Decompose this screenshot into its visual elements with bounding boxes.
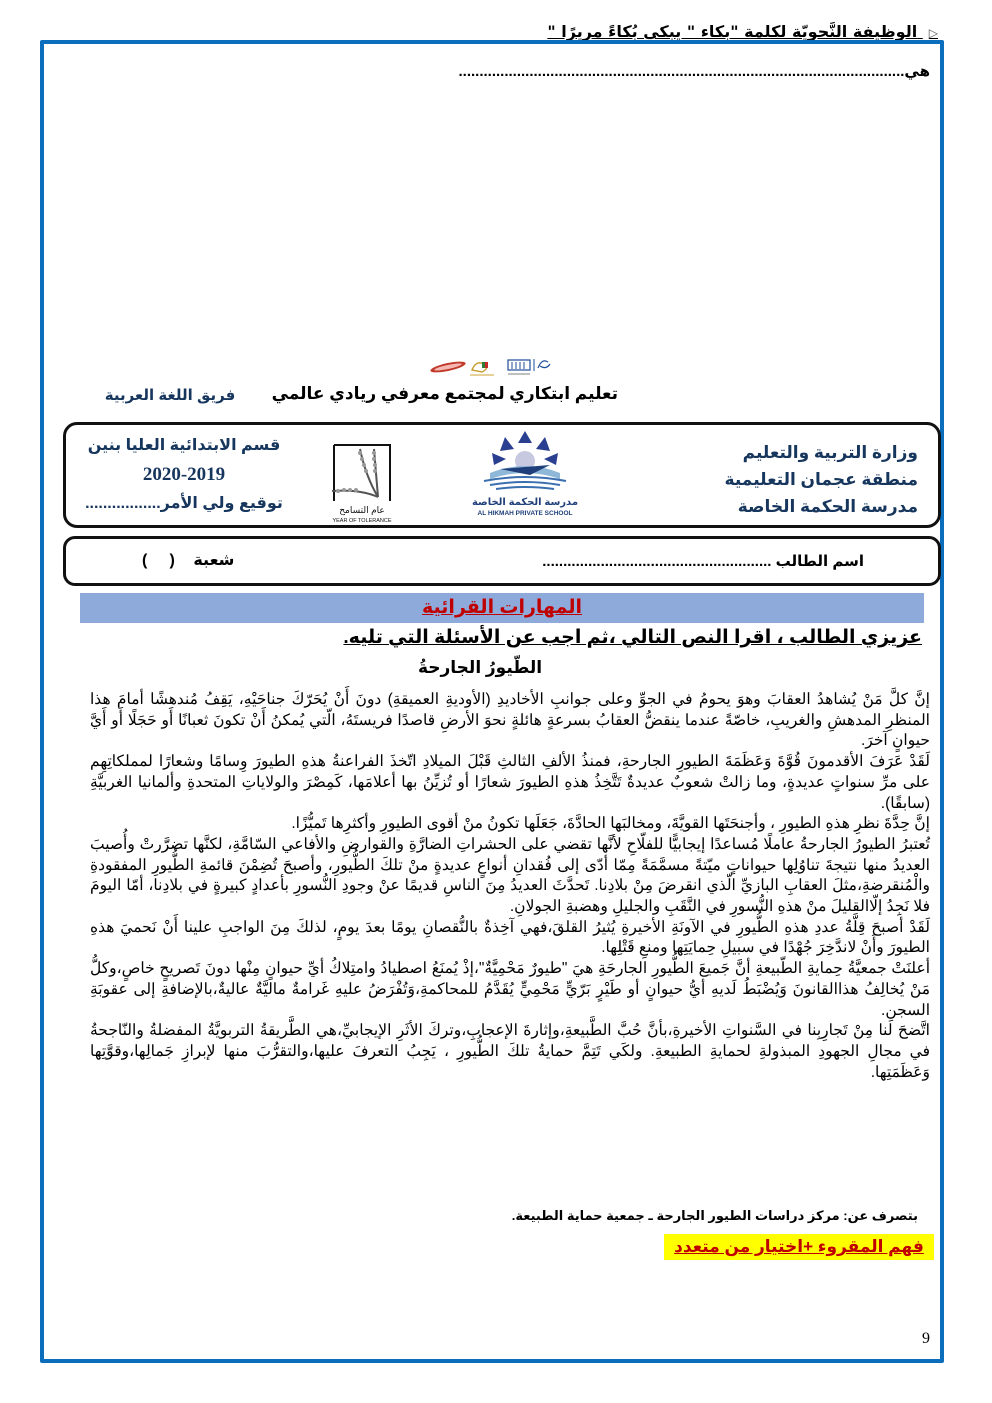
student-name-blank[interactable]: ....................................................... — [542, 553, 772, 570]
academic-year: 2020-2019 — [142, 464, 226, 485]
passage-paragraph: اتَّضحَ لنا مِنْ تَجارِبِنا في السَّنواتِ الأخيرةِ،بأنَّ حُبَّ الطَّبيعةِ،وإثارةَ الإعجابِ،وتركَ الأثَرِ الإيجابيِّ،هي الطَّريقةُ التربويَّةُ المفضلةُ والنّاجحةُ في مجالِ الجهودِ المبذولةِ لحمايةِ الطبيعةِ. ولكَي تَتِمَّ حمايةُ تلكَ الطُّيورِ ، يَجِبُ التعرفَ عليها،والتقرُّبَ منها لإبرازِ جَمالِها،وقوَّتِها وَعَظَمَتِها. — [90, 1022, 930, 1081]
partner-logos — [428, 356, 552, 378]
school-slogan: تعليم ابتكاري لمجتمع معرفي ريادي عالمي — [271, 384, 618, 403]
passage-paragraph: إنَّ كلَّ مَنْ يُشاهدُ العقابَ وهوَ يحومُ في الجوِّ وعلى جوانبِ الأخاديدِ (الأوديةِ العميقةِ) دونَ أَنْ يُحَرّكَ جناحَيْهِ، يَقِفُ مُندهشًا أمامَ هذا المنظرِ المدهشِ والغريبِ، خاصّةً عندما ينقضُّ العقابُ بسرعةٍ هائلةٍ نحوَ الأرضِ قاصدًا فريستَهُ، الّتي يُمكنُ أَنْ تكونَ ثعبانًا أَو حَجَلًا أَو أَيَّ حيوانٍ آخرَ. — [90, 691, 930, 750]
ministry-line: مدرسة الحكمة الخاصة — [737, 497, 918, 516]
reading-skills-title: المهارات القرائية — [422, 597, 582, 618]
reading-skills-banner — [80, 593, 924, 623]
comprehension-heading-text: فهم المقروء +اختيار من متعدد — [674, 1237, 924, 1256]
page-number: 9 — [922, 1330, 930, 1347]
comprehension-heading — [664, 1234, 934, 1260]
section-label: شعبة — [193, 552, 235, 569]
team-label: فريق اللغة العربية — [104, 387, 236, 404]
passage-paragraph: لَقَدْ أصبحَ قِلَّةُ عددِ هذهِ الطُّيورِ في الآونَةِ الأخيرةِ يُثيرُ القلقَ،فهي آخِذةٌ بالنُّقصانِ يومًا بعدَ يومٍ، لذلكَ مِنَ الواجبِ علينا أَنْ نَحميَ هذهِ الطيورَ وأَنْ لاندَّخِرَ جُهْدًا في سبيلِ حِمايَتِها ومنعِ قَتْلِها. — [90, 918, 930, 957]
unesco-logo — [508, 359, 550, 374]
svg-text:مدرسة الحكمة الخاصة: مدرسة الحكمة الخاصة — [471, 497, 579, 508]
instruction-text: عزيزي الطالب ، اقرا النص التالي ،ثم اجب عن الأسئلة التي تليه. — [343, 627, 922, 648]
guardian-signature-field[interactable]: توقيع ولي الأمر................. — [85, 495, 283, 512]
year-of-tolerance-logo — [330, 437, 400, 525]
passage-paragraph: لَقَدْ عَرَفَ الأقدمونَ قُوَّةَ وَعَظَمَةَ الطيورِ الجارحةِ، فمنذُ الألفِ الثالثِ قَبْلَ الميلادِ اتّخذَ الفراعنةُ هذهِ الطيورَ وِسامًا وشعارًا لمملكاتِهِم على مرِّ سنواتٍ عديدةٍ، وما زالتْ شعوبٌ عديدةٌ تَتَّخِذُ هذهِ الطيورَ شعارًا أو تُزيِّنُ بها أعلامَها، كَمِصْرَ والولاياتِ المتحدةِ وألمانيا الغربيَّةِ (سابقًا). — [90, 753, 930, 812]
golden-logo — [470, 362, 494, 375]
svg-text:AL HIKMAH PRIVATE SCHOOL: AL HIKMAH PRIVATE SCHOOL — [477, 510, 573, 517]
red-swoosh-logo — [430, 359, 467, 374]
passage-paragraph: أعلنَتْ جمعيَّةُ حِمايةِ الطّبيعةِ أنَّ جَميعَ الطُّيورِ الجارحَةِ هيَ "طيورٌ مَحْمِيَّةٌ"،إذْ يُمنَعُ اصطيادُ وامتِلاكُ أيِّ حيوانٍ مِنْها دونَ تَصريحٍ خاصٍ،وكلُّ مَنْ يُخالِفُ هذاالقانونَ وَيُضْبَطُ لَديهِ أيُّ حيوانٍ أو طَيْرٍ بَرّيٍّ مَحْمِيٍّ يُقَدَّمُ للمحاكمةِ،وَتُفْرَضُ عليهِ غَرامةٌ ماليَّةٌ عاليةٌ،بالإضافةِ إلى عقوبَةِ السجنِ. — [90, 960, 930, 1019]
passage-paragraph: تُعتبرُ الطيورُ الجارحةُ عاملًا مُساعدًا إيجابيًّا للفلّاحِ لأنَّها تقضي على الحشراتِ الضارَّةِ والقوارضِ والأفاعي السّامَّةِ، لكنَّها تضرَّرتْ وأُصيبَ العديدُ منها نتيجةَ تناوُلِها حيواناتٍ ميّتةً مسمَّمَةً مِمّا أدّى إلى فُقدانِ أنواعٍ عديدةٍ منْ تلكَ الطُّيورِ، وأصبحَ تُضِمْنَ قائمةِ الطُّيورِ المفقودةِ والْمُنقرضةِ،مثلَ العقابِ البازيِّ الّذي انقرضَ مِنْ بلادِنا. تَحدَّثَ العديدُ مِنَ الناسِ قديمًا عنْ وجودِ النُّسورِ بأعدادٍ كبيرةٍ في بلادِنا، أمّا اليومَ فلا نَجِدُ إلّاالقليلَ منْ هذهِ النُّسورِ في النَّقَبِ والجليلِ وهضبةِ الجولانِ. — [90, 835, 930, 916]
al-hikmah-school-logo — [460, 429, 590, 519]
passage-body — [90, 690, 930, 1083]
student-name-label: اسم الطالب — [775, 553, 864, 570]
answer-prefix: هي — [904, 63, 930, 80]
passage-title: الطّيورُ الجارحةُ — [417, 658, 543, 677]
ministry-block — [725, 439, 918, 520]
student-info-box — [63, 536, 941, 586]
svg-text:YEAR OF TOLERANCE: YEAR OF TOLERANCE — [332, 518, 392, 524]
ministry-line: منطقة عجمان التعليمية — [724, 470, 918, 489]
department-block — [72, 431, 296, 518]
ministry-line: وزارة التربية والتعليم — [742, 443, 918, 462]
school-header — [63, 422, 941, 528]
answer-blank[interactable]: ........................................................................................................... — [458, 63, 905, 80]
section-field[interactable] — [142, 550, 234, 570]
section-blank[interactable]: ( ) — [142, 552, 175, 569]
department-name: قسم الابتدائية العليا بنين — [87, 437, 281, 454]
student-name-field[interactable] — [542, 552, 864, 570]
answer-line — [459, 62, 931, 80]
top-question — [547, 22, 938, 41]
svg-text:عام التسامح: عام التسامح — [339, 505, 385, 515]
arrow-bullet-icon: ▷ — [928, 26, 938, 40]
top-question-text: الوظيفة النَّحويّة لكلمة "بكاء " يبكي بُكاءً مريرًا " — [547, 22, 918, 41]
passage-paragraph: إنَّ حِدَّةَ نظرِ هذهِ الطيورِ ، وأجنحَتَها القويَّةَ، ومخالبَها الحادَّةَ، جَعَلَها تكونُ منْ أقوى الطيورِ وأكثرِها تَميُّزًا. — [291, 815, 930, 833]
passage-source: بتصرف عن: مركز دراسات الطيور الجارحة ـ جمعية حماية الطبيعة. — [511, 1208, 918, 1223]
